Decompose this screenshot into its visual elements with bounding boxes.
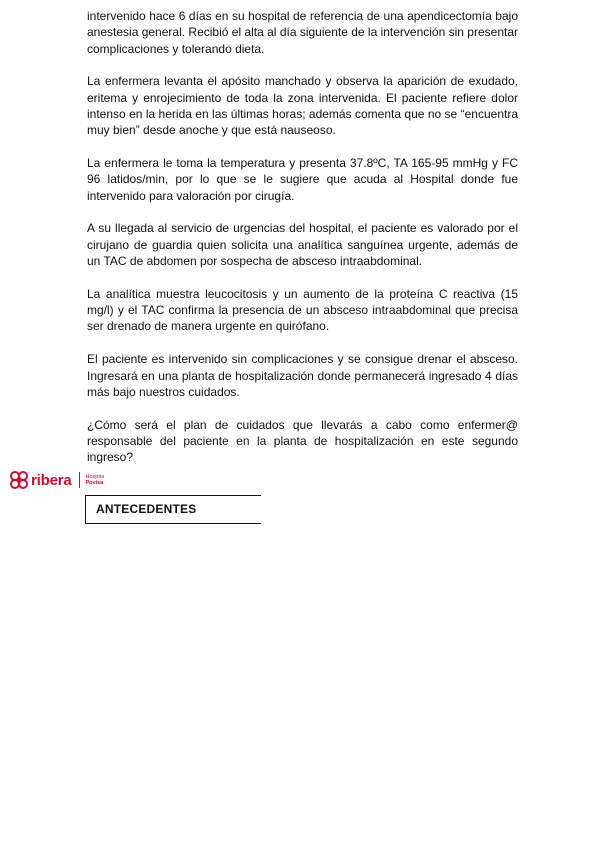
paragraph-2: La enfermera levanta el apósito manchado y observa la aparición de exudado, eritema y enrojecimiento de toda la zona intervenida. El paciente refiere dolor intenso en la herida en las últimas horas; además comenta que no se “encuentra muy bien” desde anoche y que está nauseoso. (87, 74, 518, 138)
section-header-box (85, 495, 261, 524)
case-text (87, 8, 518, 482)
paragraph-4: A su llegada al servicio de urgencias del hospital, el paciente es valorado por el cirujano de guardia quien solicita una analítica sanguínea urgente, además de un TAC de abdomen por sospecha de absceso intraabdominal. (87, 221, 518, 269)
paragraph-1: intervenido hace 6 días en su hospital de referencia de una apendicectomía bajo anestesia general. Recibió el alta al día siguiente de la intervención sin presentar complicaciones y tolerando dieta. (87, 9, 518, 56)
logo-divider (79, 472, 80, 488)
section-title: ANTECEDENTES (96, 502, 197, 516)
logo-subtitle-line2: Povisa (85, 480, 104, 486)
ribera-flower-icon (8, 469, 30, 491)
hospital-logo (8, 466, 104, 494)
paragraph-7: ¿Cómo será el plan de cuidados que llevarás a cabo como enfermer@ responsable del paciente en la planta de hospitalización en este segundo ingreso? (87, 417, 518, 465)
logo-subtitle-line1: Hospita (85, 473, 105, 480)
paragraph-3: La enfermera le toma la temperatura y presenta 37.8ºC, TA 165-95 mmHg y FC 96 latidos/min, por lo que se le sugiere que acuda al Hospital donde fue intervenido para valoración por cirugía. (87, 156, 518, 203)
paragraph-5: La analítica muestra leucocitosis y un aumento de la proteína C reactiva (15 mg/l) y el TAC confirma la presencia de un absceso intraabdominal que precisa ser drenado de manera urgente en quirófano. (87, 286, 518, 334)
logo-brand: ribera (31, 471, 72, 489)
logo-subtitle (86, 474, 105, 487)
paragraph-6: El paciente es intervenido sin complicaciones y se consigue drenar el absceso. Ingresará en una planta de hospitalización donde permanecerá ingresado 4 días más bajo nuestros cuidados. (87, 352, 518, 399)
